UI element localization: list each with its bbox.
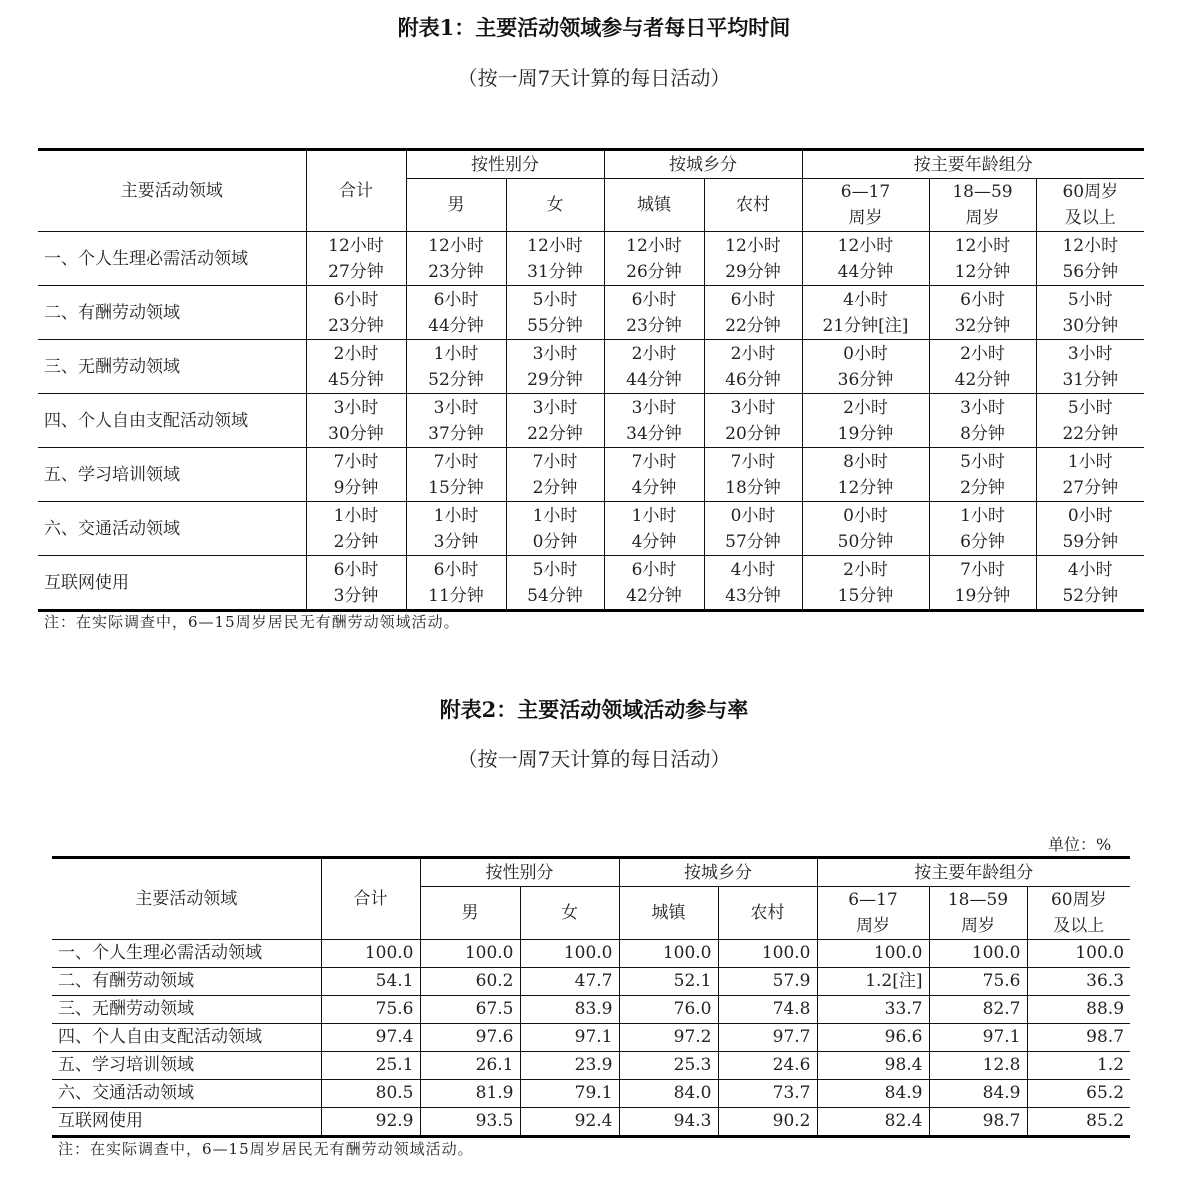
table-cell: 12小时 26分钟 [604,232,704,286]
table-cell: 4小时 43分钟 [704,556,802,611]
table-cell: 75.6 [321,996,420,1024]
table-cell: 100.0 [619,940,718,968]
table-cell: 92.9 [321,1108,420,1137]
table-cell: 24.6 [718,1052,817,1080]
table2-subtitle: （按一周7天计算的每日活动） [457,747,731,771]
row-label: 互联网使用 [38,556,306,611]
table-cell: 65.2 [1027,1080,1130,1108]
table-cell: 100.0 [420,940,520,968]
table-cell: 100.0 [718,940,817,968]
table-cell: 3小时 22分钟 [506,394,604,448]
table-cell: 2小时 45分钟 [306,340,406,394]
table-cell: 97.6 [420,1024,520,1052]
row-label: 一、个人生理必需活动领域 [52,940,321,968]
table-cell: 12小时 29分钟 [704,232,802,286]
table-cell: 2小时 42分钟 [929,340,1036,394]
header-total: 合计 [306,150,406,232]
table-cell: 0小时 50分钟 [802,502,929,556]
table-cell: 7小时 15分钟 [406,448,506,502]
table-cell: 80.5 [321,1080,420,1108]
table-cell: 1小时 6分钟 [929,502,1036,556]
table-cell: 2小时 46分钟 [704,340,802,394]
table-cell: 57.9 [718,968,817,996]
table-cell: 98.7 [929,1108,1027,1137]
table-cell: 25.3 [619,1052,718,1080]
table1 [38,148,1144,612]
header-domain: 主要活动领域 [52,858,321,940]
table-cell: 7小时 19分钟 [929,556,1036,611]
table-cell: 0小时 36分钟 [802,340,929,394]
table-cell: 1.2[注] [817,968,929,996]
table-row [38,394,1144,448]
table-cell: 3小时 8分钟 [929,394,1036,448]
table-row [52,1108,1130,1137]
row-label: 三、无酬劳动领域 [38,340,306,394]
header-age-18-59: 18—59 周岁 [929,887,1027,940]
table-cell: 5小时 54分钟 [506,556,604,611]
table-cell: 97.1 [520,1024,619,1052]
table-cell: 12小时 44分钟 [802,232,929,286]
table-cell: 98.7 [1027,1024,1130,1052]
table-cell: 4小时 21分钟[注] [802,286,929,340]
table-cell: 84.9 [929,1080,1027,1108]
table-cell: 81.9 [420,1080,520,1108]
table-row [38,556,1144,611]
table-cell: 7小时 2分钟 [506,448,604,502]
table-cell: 1小时 27分钟 [1036,448,1144,502]
table-cell: 97.4 [321,1024,420,1052]
table-cell: 12.8 [929,1052,1027,1080]
table-cell: 0小时 59分钟 [1036,502,1144,556]
table-cell: 60.2 [420,968,520,996]
table-cell: 1小时 0分钟 [506,502,604,556]
table-cell: 76.0 [619,996,718,1024]
table-cell: 96.6 [817,1024,929,1052]
table-cell: 90.2 [718,1108,817,1137]
table-cell: 1小时 2分钟 [306,502,406,556]
table-cell: 74.8 [718,996,817,1024]
header-age-6-17: 6—17 周岁 [817,887,929,940]
table-cell: 84.0 [619,1080,718,1108]
table-cell: 3小时 37分钟 [406,394,506,448]
header-age-60-plus: 60周岁 及以上 [1036,179,1144,232]
table-row [38,232,1144,286]
table2-note: 注：在实际调查中，6—15周岁居民无有酬劳动领域活动。 [58,1140,474,1158]
row-label: 互联网使用 [52,1108,321,1137]
table-cell: 23.9 [520,1052,619,1080]
table-cell: 12小时 23分钟 [406,232,506,286]
row-label: 三、无酬劳动领域 [52,996,321,1024]
table-cell: 79.1 [520,1080,619,1108]
table-row [52,996,1130,1024]
table-cell: 3小时 29分钟 [506,340,604,394]
table-cell: 93.5 [420,1108,520,1137]
row-label: 五、学习培训领域 [52,1052,321,1080]
table-cell: 4小时 52分钟 [1036,556,1144,611]
table-cell: 100.0 [321,940,420,968]
table-cell: 73.7 [718,1080,817,1108]
table-cell: 47.7 [520,968,619,996]
table-cell: 83.9 [520,996,619,1024]
table-cell: 1小时 4分钟 [604,502,704,556]
table-cell: 3小时 20分钟 [704,394,802,448]
table-cell: 3小时 30分钟 [306,394,406,448]
table-cell: 82.7 [929,996,1027,1024]
table-cell: 84.9 [817,1080,929,1108]
table-row [52,1024,1130,1052]
table-cell: 100.0 [1027,940,1130,968]
table-cell: 6小时 23分钟 [306,286,406,340]
header-rural: 农村 [704,179,802,232]
header-male: 男 [420,887,520,940]
table-cell: 25.1 [321,1052,420,1080]
table-cell: 88.9 [1027,996,1130,1024]
table-row [38,286,1144,340]
table-cell: 5小时 22分钟 [1036,394,1144,448]
header-age-6-17: 6—17 周岁 [802,179,929,232]
table-cell: 12小时 12分钟 [929,232,1036,286]
table-cell: 94.3 [619,1108,718,1137]
table-cell: 67.5 [420,996,520,1024]
header-age-18-59: 18—59 周岁 [929,179,1036,232]
table-cell: 85.2 [1027,1108,1130,1137]
table-row [52,968,1130,996]
row-label: 四、个人自由支配活动领域 [52,1024,321,1052]
table-cell: 97.2 [619,1024,718,1052]
header-age-60-plus: 60周岁 及以上 [1027,887,1130,940]
table-cell: 6小时 44分钟 [406,286,506,340]
table-cell: 5小时 30分钟 [1036,286,1144,340]
table-cell: 97.7 [718,1024,817,1052]
table-cell: 1小时 52分钟 [406,340,506,394]
header-by-urban-rural: 按城乡分 [619,858,817,887]
table-cell: 2小时 44分钟 [604,340,704,394]
table-cell: 54.1 [321,968,420,996]
row-label: 五、学习培训领域 [38,448,306,502]
table-cell: 75.6 [929,968,1027,996]
table-row [52,1052,1130,1080]
table1-subtitle: （按一周7天计算的每日活动） [457,66,731,90]
table-row [38,448,1144,502]
table-cell: 0小时 57分钟 [704,502,802,556]
table-cell: 12小时 56分钟 [1036,232,1144,286]
table-cell: 82.4 [817,1108,929,1137]
row-label: 六、交通活动领域 [38,502,306,556]
row-label: 一、个人生理必需活动领域 [38,232,306,286]
row-label: 二、有酬劳动领域 [52,968,321,996]
table-cell: 12小时 31分钟 [506,232,604,286]
header-rural: 农村 [718,887,817,940]
header-by-age: 按主要年龄组分 [802,150,1144,179]
table-cell: 3小时 31分钟 [1036,340,1144,394]
header-by-urban-rural: 按城乡分 [604,150,802,179]
header-female: 女 [520,887,619,940]
table-cell: 100.0 [929,940,1027,968]
header-female: 女 [506,179,604,232]
header-total: 合计 [321,858,420,940]
row-label: 四、个人自由支配活动领域 [38,394,306,448]
table-cell: 3小时 34分钟 [604,394,704,448]
table-cell: 5小时 2分钟 [929,448,1036,502]
table-cell: 7小时 18分钟 [704,448,802,502]
header-by-gender: 按性别分 [406,150,604,179]
header-by-gender: 按性别分 [420,858,619,887]
table1-title: 附表1：主要活动领域参与者每日平均时间 [397,15,791,40]
table-cell: 52.1 [619,968,718,996]
table-cell: 7小时 9分钟 [306,448,406,502]
table-cell: 1小时 3分钟 [406,502,506,556]
table-cell: 2小时 19分钟 [802,394,929,448]
table-cell: 97.1 [929,1024,1027,1052]
table2 [52,856,1130,1138]
table-row [52,940,1130,968]
header-urban: 城镇 [619,887,718,940]
table-cell: 6小时 11分钟 [406,556,506,611]
table-cell: 92.4 [520,1108,619,1137]
table-cell: 33.7 [817,996,929,1024]
table-cell: 6小时 42分钟 [604,556,704,611]
table-row [52,1080,1130,1108]
table-cell: 5小时 55分钟 [506,286,604,340]
table-row [38,502,1144,556]
header-by-age: 按主要年龄组分 [817,858,1130,887]
header-urban: 城镇 [604,179,704,232]
table-cell: 6小时 23分钟 [604,286,704,340]
table-cell: 12小时 27分钟 [306,232,406,286]
row-label: 六、交通活动领域 [52,1080,321,1108]
table-cell: 36.3 [1027,968,1130,996]
table-cell: 26.1 [420,1052,520,1080]
table-cell: 100.0 [817,940,929,968]
table-row [38,340,1144,394]
table-cell: 2小时 15分钟 [802,556,929,611]
row-label: 二、有酬劳动领域 [38,286,306,340]
table-cell: 1.2 [1027,1052,1130,1080]
header-domain: 主要活动领域 [38,150,306,232]
table-cell: 6小时 32分钟 [929,286,1036,340]
table-cell: 7小时 4分钟 [604,448,704,502]
table-cell: 100.0 [520,940,619,968]
table1-note: 注：在实际调查中，6—15周岁居民无有酬劳动领域活动。 [44,613,460,631]
table-cell: 98.4 [817,1052,929,1080]
table-cell: 8小时 12分钟 [802,448,929,502]
header-male: 男 [406,179,506,232]
table-cell: 6小时 22分钟 [704,286,802,340]
table2-unit: 单位：% [1048,835,1112,854]
table2-title: 附表2：主要活动领域活动参与率 [439,697,749,722]
table-cell: 6小时 3分钟 [306,556,406,611]
